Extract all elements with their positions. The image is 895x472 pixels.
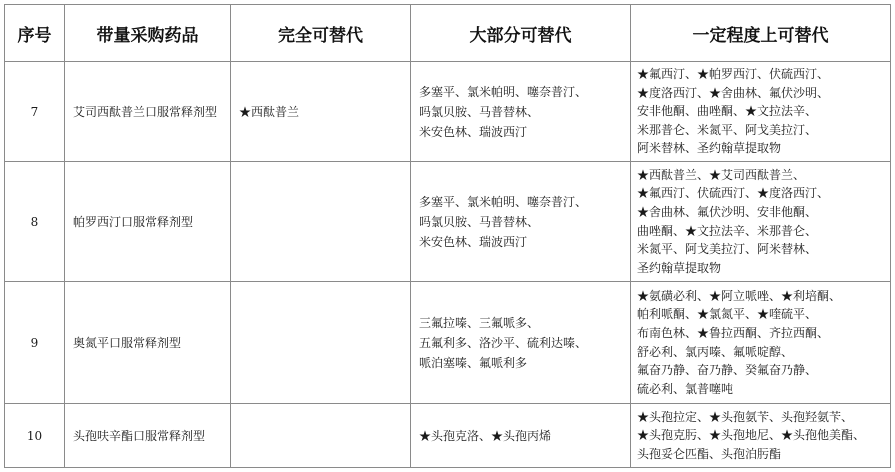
some-line: ★西酞普兰、★艾司西酞普兰、 [637, 167, 806, 182]
header-row [5, 5, 891, 62]
some-line: 安非他酮、曲唑酮、★文拉法辛、 [637, 104, 818, 119]
some-line: 圣约翰草提取物 [637, 260, 722, 275]
row-seq: 10 [5, 404, 65, 468]
some-line: ★度洛西汀、★舍曲林、氟伏沙明、 [637, 85, 830, 100]
header-drug: 带量采购药品 [65, 5, 231, 62]
row-full [231, 404, 411, 468]
most-line: 米安色林、瑞波西汀 [419, 124, 528, 139]
most-line: 米安色林、瑞波西汀 [419, 234, 528, 249]
some-line: ★氟西汀、伏硫西汀、★度洛西汀、 [637, 186, 830, 201]
most-line: 吗氯贝胺、马普替林、 [419, 104, 540, 119]
row-drug [65, 404, 231, 468]
table-row [5, 282, 891, 404]
row-full [231, 162, 411, 282]
table-row [5, 162, 891, 282]
drug-name: 艾司西酞普兰口服常释剂型 [73, 104, 218, 119]
most-line: 多塞平、氯米帕明、噻奈普汀、 [419, 84, 588, 99]
row-full [231, 282, 411, 404]
table-row [5, 62, 891, 162]
substitution-table [4, 4, 891, 468]
some-line: ★头孢克肟、★头孢地尼、★头孢他美酯、 [637, 428, 866, 443]
drug-name: 奥氮平口服常释剂型 [73, 335, 182, 350]
some-line: 头孢妥仑匹酯、头孢泊肟酯 [637, 446, 782, 461]
row-some [631, 282, 891, 404]
row-most [411, 162, 631, 282]
some-line: ★氟西汀、★帕罗西汀、伏硫西汀、 [637, 67, 830, 82]
some-line: 米那普仑、米氮平、阿戈美拉汀、 [637, 122, 818, 137]
some-line: 硫必利、氯普噻吨 [637, 381, 734, 396]
some-line: ★舍曲林、氟伏沙明、安非他酮、 [637, 204, 818, 219]
table-row [5, 404, 891, 468]
row-seq: 9 [5, 282, 65, 404]
drug-name: 头孢呋辛酯口服常释剂型 [73, 428, 206, 443]
some-line: 舒必利、氯丙嗪、氟哌啶醇、 [637, 344, 794, 359]
most-line: 吗氯贝胺、马普替林、 [419, 214, 540, 229]
header-most: 大部分可替代 [411, 5, 631, 62]
row-most [411, 404, 631, 468]
header-seq: 序号 [5, 5, 65, 62]
drug-name: 帕罗西汀口服常释剂型 [73, 214, 194, 229]
row-drug [65, 282, 231, 404]
most-line: 哌泊塞嗪、氟哌利多 [419, 355, 528, 370]
some-line: 布南色林、★鲁拉西酮、齐拉西酮、 [637, 325, 830, 340]
some-line: 帕利哌酮、★氯氮平、★喹硫平、 [637, 307, 818, 322]
header-some: 一定程度上可替代 [631, 5, 891, 62]
most-line: 五氟利多、洛沙平、硫利达嗪、 [419, 335, 588, 350]
some-line: 米氮平、阿戈美拉汀、阿米替林、 [637, 242, 818, 257]
most-line: 多塞平、氯米帕明、噻奈普汀、 [419, 194, 588, 209]
some-line: ★氨磺必利、★阿立哌唑、★利培酮、 [637, 288, 842, 303]
some-line: 阿米替林、圣约翰草提取物 [637, 141, 782, 156]
row-full: ★西酞普兰 [231, 62, 411, 162]
most-line: 三氟拉嗪、三氟哌多、 [419, 315, 540, 330]
row-drug [65, 162, 231, 282]
row-drug [65, 62, 231, 162]
row-some [631, 162, 891, 282]
row-seq: 8 [5, 162, 65, 282]
row-most [411, 282, 631, 404]
row-most [411, 62, 631, 162]
some-line: 氟奋乃静、奋乃静、癸氟奋乃静、 [637, 363, 818, 378]
row-some [631, 404, 891, 468]
some-line: ★头孢拉定、★头孢氨苄、头孢羟氨苄、 [637, 409, 854, 424]
some-line: 曲唑酮、★文拉法辛、米那普仑、 [637, 223, 818, 238]
row-some [631, 62, 891, 162]
row-seq: 7 [5, 62, 65, 162]
most-line: ★头孢克洛、★头孢丙烯 [419, 428, 552, 443]
header-full: 完全可替代 [231, 5, 411, 62]
